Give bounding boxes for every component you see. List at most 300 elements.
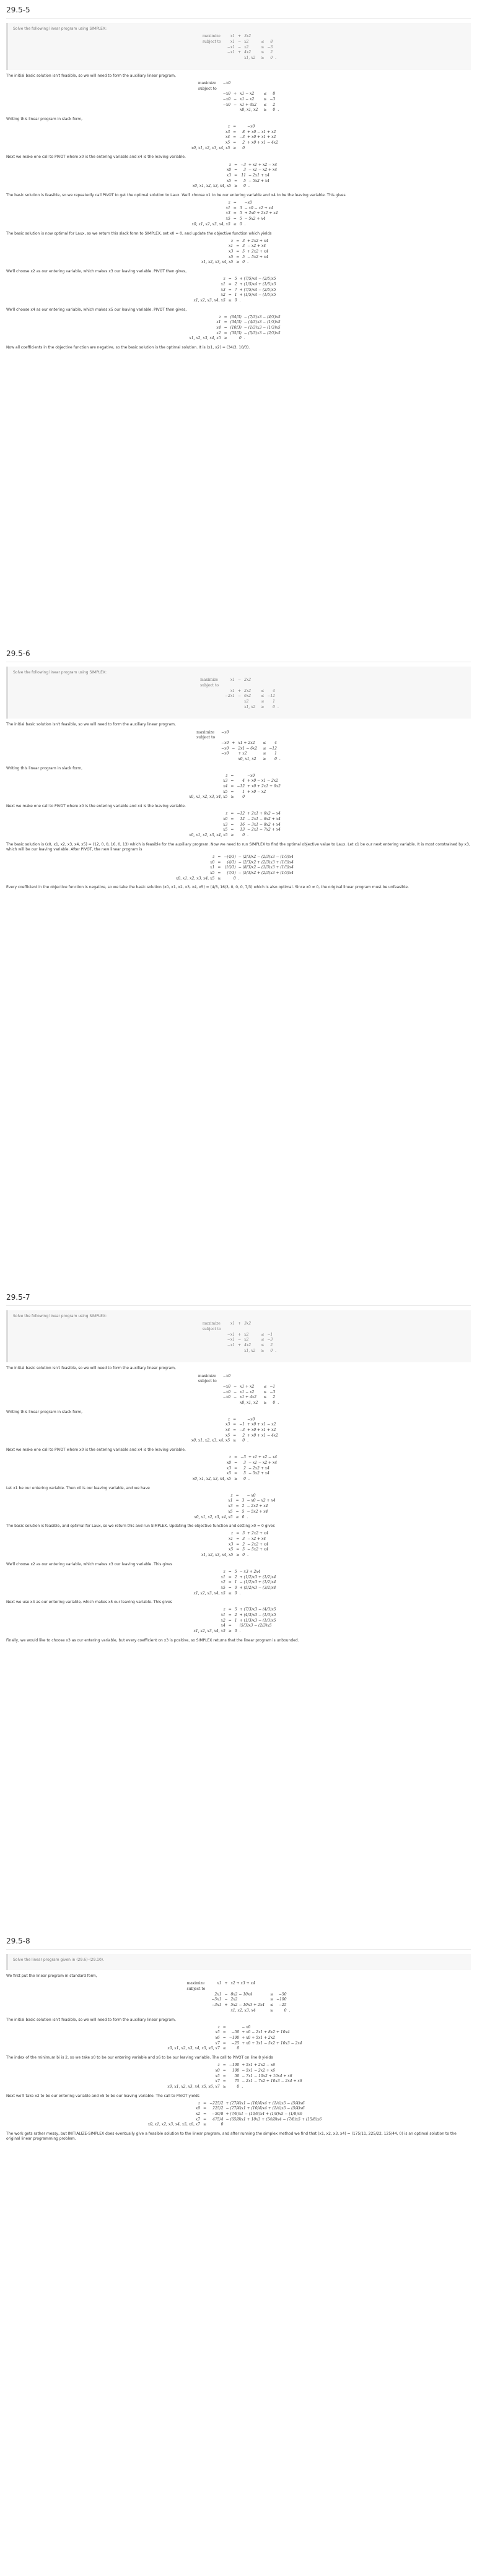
linear-program-cell: −x0 bbox=[221, 746, 229, 751]
linear-program-cell: −x0 bbox=[222, 92, 231, 97]
problem-lp-cell: − bbox=[238, 1338, 242, 1342]
slack-form-cell: . bbox=[244, 222, 246, 227]
slack-form-cell: + 2x2 + x4 bbox=[247, 238, 269, 243]
slack-form-cell bbox=[300, 860, 302, 866]
problem-lp-cell bbox=[201, 1338, 226, 1343]
problem-lp-cell bbox=[201, 45, 226, 51]
problem-lp bbox=[13, 678, 466, 710]
slack-form-cell: = bbox=[203, 2117, 207, 2122]
slack-form-cell: = bbox=[235, 1498, 239, 1503]
slack-form-cell: x5 bbox=[223, 828, 228, 832]
slack-form-row bbox=[188, 779, 289, 784]
slack-form-cell: x2 bbox=[195, 2112, 201, 2117]
problem-lp-cell: 4x2 bbox=[244, 1343, 252, 1348]
problem-lp-cell: −2x1 bbox=[224, 694, 235, 699]
slack-form-cell: = bbox=[228, 282, 232, 287]
linear-program-cell bbox=[275, 1987, 287, 1992]
slack-form-cell bbox=[283, 173, 286, 179]
paragraph: Writing this linear program in slack form, bbox=[6, 116, 83, 121]
linear-program-cell: −x0 bbox=[222, 80, 231, 85]
linear-program-cell bbox=[276, 1379, 280, 1385]
linear-program-cell: −3 bbox=[269, 97, 276, 102]
linear-program-row bbox=[195, 757, 282, 763]
linear-program-row bbox=[197, 1379, 280, 1385]
slack-form-table bbox=[190, 1417, 287, 1444]
linear-program-cell: x0, x1, x2 bbox=[240, 108, 258, 113]
slack-form-cell: − 5x1 − 2x2 + x6 bbox=[242, 2068, 276, 2073]
slack-form bbox=[6, 315, 471, 342]
linear-program-cell bbox=[288, 1992, 292, 1998]
slack-form-cell: x0 bbox=[223, 816, 228, 821]
problem-lp-cell: + bbox=[238, 1321, 242, 1326]
linear-program-cell: maximize bbox=[198, 80, 216, 85]
slack-form-cell: 5 bbox=[243, 1471, 246, 1476]
slack-form-table bbox=[166, 2025, 310, 2052]
problem-lp-cell: subject to bbox=[200, 683, 219, 688]
linear-program-cell: ≤ bbox=[263, 1395, 267, 1400]
linear-program-cell: 8 bbox=[273, 92, 276, 97]
linear-program-row bbox=[195, 735, 282, 741]
linear-program-cell: −50 bbox=[278, 1992, 287, 1997]
slack-form-cell: − 2x1 − 7x2 + x4 bbox=[247, 828, 281, 832]
slack-form-cell: = bbox=[236, 1531, 240, 1536]
slack-form-cell: (4/3) bbox=[227, 860, 236, 865]
slack-form-cell: 0 bbox=[234, 1585, 237, 1590]
slack-form-cell: (35/3) bbox=[230, 331, 242, 335]
slack-form-cell: + x0 + 3x1 − 5x2 + 10x3 − 2x4 bbox=[242, 2041, 302, 2046]
slack-form-cell: x1 bbox=[229, 1537, 234, 1541]
slack-form-cell bbox=[282, 1504, 284, 1510]
linear-program-cell bbox=[276, 81, 280, 87]
linear-program-cell: − bbox=[224, 1992, 228, 1997]
solution-section bbox=[6, 644, 471, 1287]
slack-form-cell: x0, x1, x2, x3, x4, x5 bbox=[189, 795, 228, 800]
linear-program-cell bbox=[232, 1379, 239, 1385]
linear-program-cell bbox=[278, 741, 282, 746]
problem-lp-cell: −x1 bbox=[227, 1338, 235, 1342]
slack-form-cell bbox=[287, 784, 289, 790]
problem-lp-cell: x1 bbox=[230, 688, 235, 693]
linear-program-cell: . bbox=[279, 756, 281, 761]
slack-form-cell: = bbox=[217, 870, 221, 875]
slack-form-cell: = bbox=[228, 1585, 232, 1590]
slack-form-table bbox=[191, 1455, 286, 1482]
slack-form-cell bbox=[287, 326, 289, 331]
linear-program-cell: x1 − x2 bbox=[240, 92, 255, 97]
slack-form-cell bbox=[284, 140, 287, 146]
slack-form-cell: + 2x2 + x4 bbox=[247, 1531, 269, 1536]
problem-lp-cell bbox=[224, 683, 236, 689]
linear-program-cell bbox=[278, 730, 282, 736]
slack-form-cell: ≥ bbox=[203, 2122, 207, 2127]
slack-form-cell: − (1/2)x3 + (1/2)x4 bbox=[239, 1580, 276, 1585]
slack-form-cell: = bbox=[234, 173, 238, 178]
slack-form-cell bbox=[283, 163, 286, 168]
slack-form-cell bbox=[274, 1547, 277, 1553]
slack-form-cell: = bbox=[236, 244, 240, 249]
linear-program-table bbox=[195, 730, 282, 763]
slack-form-cell bbox=[282, 1575, 284, 1581]
linear-program-cell bbox=[210, 2008, 222, 2014]
linear-program-cell bbox=[222, 2008, 229, 2014]
problem-lp-cell bbox=[201, 1333, 226, 1338]
slack-form-cell: = bbox=[235, 1504, 239, 1509]
slack-form-cell bbox=[287, 795, 289, 800]
slack-form-row bbox=[193, 288, 285, 293]
slack-form-cell: x3 bbox=[229, 249, 234, 254]
slack-form-cell: 50 bbox=[234, 2073, 240, 2078]
slack-form-cell: − 2x2 + x4 bbox=[248, 1466, 269, 1471]
problem-lp-cell: x1 bbox=[230, 1321, 235, 1326]
slack-form-cell: 0 bbox=[237, 2084, 240, 2089]
slack-form-cell: = bbox=[228, 1607, 232, 1612]
slack-form-cell bbox=[284, 135, 287, 140]
slack-form-cell: 0 bbox=[239, 222, 242, 227]
problem-lp-cell bbox=[201, 1349, 226, 1354]
linear-program-cell bbox=[232, 108, 239, 113]
slack-form-cell: x3 bbox=[225, 1422, 230, 1427]
slack-form-cell: + x0 − x1 + x2 bbox=[247, 129, 276, 134]
slack-form-cell: − 5x2 + x4 bbox=[247, 254, 269, 259]
slack-form-cell: = bbox=[233, 1428, 237, 1433]
slack-form-cell: 0 bbox=[242, 260, 245, 265]
linear-program-row bbox=[186, 1981, 292, 1987]
slack-form bbox=[6, 163, 471, 189]
slack-form-cell bbox=[287, 823, 289, 828]
slack-form-cell: −x0 bbox=[247, 124, 255, 129]
problem-lp-cell: ≥ bbox=[261, 1348, 265, 1353]
slack-form-cell: . bbox=[238, 876, 240, 881]
slack-form-cell: = bbox=[217, 865, 221, 870]
slack-form-cell: (5/3)x3 − (2/3)x5 bbox=[239, 1623, 272, 1628]
linear-program-cell bbox=[268, 81, 276, 87]
slack-form-cell bbox=[274, 1531, 277, 1537]
slack-form-cell: + x0 + x1 − x2 bbox=[247, 1422, 276, 1427]
slack-form-cell: x3 bbox=[226, 1466, 232, 1471]
problem-lp-cell bbox=[274, 1343, 278, 1349]
slack-form-cell: . bbox=[247, 1553, 248, 1558]
linear-program-cell bbox=[232, 87, 239, 92]
linear-program-cell: x0, x1, x2 bbox=[238, 756, 256, 761]
slack-form-cell: x3 bbox=[223, 822, 228, 827]
slack-form-cell: z bbox=[229, 1455, 232, 1460]
slack-form-cell: x1, x2, x3, x4, x5 bbox=[201, 1553, 234, 1558]
slack-form-cell: 225/2 bbox=[212, 2106, 224, 2111]
slack-form-row bbox=[190, 135, 287, 140]
paragraph: Now all coefficients in the objective function are negative, so the basic solution is the optimal solution. It is (x1, x2) = (34/3, 10/3). bbox=[6, 345, 250, 350]
linear-program-cell bbox=[230, 751, 237, 757]
slack-form-cell: x1, x2, x3, x4, x5 bbox=[201, 260, 234, 265]
slack-form-cell: 0 bbox=[242, 145, 245, 150]
linear-program-cell: 2x1 − 6x2 bbox=[238, 746, 258, 751]
linear-program-row bbox=[197, 1395, 280, 1401]
linear-program-cell: ≥ bbox=[263, 108, 267, 113]
slack-form-row bbox=[193, 1504, 284, 1510]
problem-lp-cell bbox=[199, 689, 224, 694]
slack-form-cell: = bbox=[234, 1460, 238, 1465]
slack-form-row bbox=[147, 2106, 330, 2112]
problem-lp-cell: x1, x2 bbox=[244, 1348, 256, 1353]
slack-form-cell: 0 bbox=[243, 184, 246, 189]
slack-form-row bbox=[191, 179, 286, 184]
slack-form-cell: = bbox=[230, 779, 234, 784]
slack-form-cell bbox=[274, 1542, 277, 1548]
slack-form-cell: + x0 + x1 + x2 bbox=[247, 135, 276, 140]
problem-lp-cell: ≤ bbox=[261, 1332, 265, 1337]
linear-program-cell bbox=[276, 1390, 280, 1396]
problem-lp-cell: 2 bbox=[270, 1343, 273, 1348]
slack-form-table bbox=[193, 1493, 284, 1520]
problem-lp-row bbox=[201, 1321, 278, 1327]
slack-form-cell: x5 bbox=[225, 217, 230, 222]
linear-program-cell bbox=[239, 87, 259, 92]
linear-program-cell bbox=[276, 87, 280, 92]
slack-form-cell: −50/8 bbox=[211, 2112, 224, 2117]
linear-program-table bbox=[197, 81, 280, 113]
slack-form-row bbox=[193, 1570, 285, 1575]
slack-form-cell: − x2 + x4 bbox=[247, 244, 266, 249]
slack-form-cell: ≥ bbox=[222, 2084, 226, 2089]
slack-form-row bbox=[200, 1537, 277, 1542]
problem-lp-cell bbox=[201, 56, 226, 61]
slack-form-cell: x5 bbox=[225, 1433, 230, 1438]
slack-form-cell: + x0 − x2 bbox=[247, 789, 266, 794]
problem-text: Solve the following linear program using SIMPLEX: bbox=[13, 1314, 107, 1319]
slack-form-cell: 5 bbox=[242, 249, 245, 254]
paragraph: The initial basic solution isn't feasible, so we will need to form the auxiliary linear program, bbox=[6, 1366, 176, 1371]
slack-form-row bbox=[191, 1471, 286, 1477]
problem-lp-row bbox=[201, 56, 278, 61]
slack-form-cell bbox=[284, 1433, 287, 1439]
problem-lp bbox=[13, 1321, 466, 1354]
slack-form-cell: + 2x0 + 2x2 + x4 bbox=[244, 211, 278, 216]
slack-form-cell: ≥ bbox=[235, 1515, 239, 1519]
slack-form-table bbox=[147, 2101, 330, 2128]
problem-lp-cell: − bbox=[238, 678, 242, 683]
linear-program-cell bbox=[222, 87, 232, 92]
linear-program-row bbox=[197, 1374, 280, 1380]
slack-form-cell: 5 bbox=[239, 211, 242, 216]
slack-form-row bbox=[188, 828, 289, 833]
slack-form-cell: x0 bbox=[226, 1460, 232, 1465]
problem-lp-cell: −x1 bbox=[227, 1343, 235, 1348]
slack-form-cell bbox=[274, 239, 277, 244]
slack-form-cell: (7/3) bbox=[227, 870, 236, 875]
problem-lp-table bbox=[201, 34, 278, 61]
slack-form-cell: . bbox=[248, 184, 250, 189]
slack-form-cell: = bbox=[233, 201, 237, 205]
slack-form-table bbox=[188, 774, 289, 800]
slack-form-cell bbox=[224, 2122, 323, 2128]
slack-form-row bbox=[147, 2122, 330, 2128]
slack-form-row bbox=[188, 326, 289, 331]
slack-form-cell: − (5/3)x3 − (2/3)x5 bbox=[243, 331, 281, 335]
slack-form-cell bbox=[282, 1580, 284, 1586]
slack-form-cell: = bbox=[222, 2041, 226, 2046]
linear-program-cell: subject to bbox=[198, 86, 217, 91]
slack-form-cell: − 2x1 + x4 bbox=[248, 173, 269, 178]
slack-form-cell: ≥ bbox=[228, 298, 232, 303]
linear-program-row bbox=[195, 751, 282, 757]
slack-form-cell bbox=[287, 320, 289, 326]
slack-form-row bbox=[193, 1580, 285, 1586]
slack-form-cell bbox=[287, 833, 289, 839]
slack-form-row bbox=[200, 239, 277, 244]
problem-lp-cell bbox=[199, 705, 224, 711]
slack-form-cell: 1 bbox=[234, 1580, 237, 1585]
linear-program-cell bbox=[268, 1374, 276, 1380]
slack-form bbox=[6, 201, 471, 227]
slack-form-cell: −1 bbox=[239, 1422, 245, 1427]
problem-lp-cell: −3 bbox=[267, 1338, 273, 1342]
linear-program-cell bbox=[261, 87, 268, 92]
slack-form-row bbox=[193, 1629, 285, 1635]
slack-form-row bbox=[166, 2074, 310, 2080]
slack-form-cell: + (1/5)x4 + (1/5)x5 bbox=[239, 282, 276, 287]
linear-program-cell bbox=[197, 97, 222, 103]
slack-form-cell: x2 bbox=[216, 331, 221, 335]
slack-form-cell: ≥ bbox=[234, 1477, 238, 1481]
paragraph: The basic solution is feasible, so we repeatedly call PIVOT to get the optimal solution to Laux. We'll choose x1 to be our entering variable and x4 to be the leaving variable. This gives bbox=[6, 193, 346, 197]
slack-form-row bbox=[200, 255, 277, 261]
linear-program-cell: −x0 bbox=[222, 97, 231, 102]
slack-form-cell: −3 bbox=[239, 1428, 245, 1433]
slack-form-cell: z bbox=[219, 314, 221, 319]
slack-form-cell: x5 bbox=[229, 1547, 234, 1552]
slack-form-cell: = bbox=[203, 2101, 207, 2106]
slack-form-cell: x3 bbox=[226, 173, 232, 178]
slack-form-cell: x0, x1, x2, x3, x4, x5 bbox=[192, 184, 232, 189]
linear-program-row bbox=[197, 97, 280, 103]
slack-form-cell bbox=[284, 206, 287, 212]
problem-lp-cell bbox=[224, 699, 236, 705]
slack-form-cell: = bbox=[233, 135, 237, 140]
problem-lp-row bbox=[201, 40, 278, 45]
slack-form-cell bbox=[300, 876, 302, 882]
slack-form-cell: ≥ bbox=[234, 184, 238, 189]
slack-form-cell: x1 bbox=[229, 244, 234, 249]
slack-form-cell: − (2/3)x2 + (2/3)x3 + (1/3)x4 bbox=[238, 860, 294, 865]
linear-program-cell bbox=[278, 746, 282, 752]
slack-form-cell: −12 bbox=[237, 811, 245, 816]
linear-program-cell bbox=[232, 1401, 239, 1406]
slack-form-cell: x0, x1, x2, x3, x4, x5 bbox=[194, 1515, 233, 1519]
linear-program-cell: ≤ bbox=[263, 97, 267, 102]
slack-form-cell: 5 bbox=[242, 1547, 245, 1552]
slack-form-cell: −12 bbox=[237, 784, 245, 789]
problem-lp-cell: x1 bbox=[230, 678, 235, 683]
slack-form-table bbox=[200, 239, 277, 266]
slack-form-row bbox=[166, 2036, 310, 2041]
slack-form-cell: x2 bbox=[221, 1580, 225, 1585]
slack-form-cell: − x0 − x2 + x4 bbox=[244, 205, 273, 210]
slack-form-cell: = bbox=[236, 1537, 240, 1541]
slack-form bbox=[6, 1493, 471, 1520]
slack-form-cell: − 2x1 − 6x2 + x4 bbox=[247, 816, 281, 821]
problem-lp-row bbox=[201, 1333, 278, 1338]
paragraph: Next we make one call to PIVOT where x0 is the entering variable and x4 is the leaving variable. bbox=[6, 804, 186, 809]
problem-statement bbox=[6, 667, 471, 719]
slack-form-row bbox=[188, 817, 289, 823]
problem-lp-cell: 2x2 bbox=[244, 688, 252, 693]
linear-program-cell: + bbox=[224, 2003, 228, 2008]
linear-program-cell bbox=[276, 1385, 280, 1390]
problem-lp-cell bbox=[243, 683, 256, 689]
slack-form-cell: 1 bbox=[234, 293, 237, 298]
problem-lp-table bbox=[199, 678, 280, 710]
slack-form-cell bbox=[283, 1477, 286, 1482]
slack-form-cell bbox=[282, 1570, 284, 1575]
linear-program-cell: − bbox=[232, 746, 235, 751]
problem-lp-row bbox=[201, 1343, 278, 1349]
problem-lp-cell: maximize bbox=[202, 34, 221, 39]
slack-form-cell bbox=[283, 184, 286, 189]
problem-lp-cell bbox=[274, 34, 278, 40]
slack-form-table bbox=[175, 855, 302, 881]
slack-form-cell: ≥ bbox=[222, 2046, 226, 2051]
linear-program-row bbox=[197, 87, 280, 92]
slack-form-cell bbox=[309, 2030, 311, 2036]
problem-lp-row bbox=[201, 1327, 278, 1333]
linear-program-cell: −100 bbox=[276, 1997, 287, 2002]
slack-form-cell: x7 bbox=[215, 2079, 220, 2084]
slack-form-cell: = bbox=[230, 773, 234, 778]
slack-form-table bbox=[193, 277, 285, 303]
slack-form-cell: ≥ bbox=[233, 222, 237, 227]
linear-program-cell: −1 bbox=[269, 1384, 276, 1389]
slack-form-cell bbox=[282, 1510, 284, 1515]
slack-form-row bbox=[166, 2063, 310, 2068]
problem-lp-cell: −3 bbox=[267, 45, 273, 50]
slack-form bbox=[6, 1607, 471, 1634]
slack-form-cell bbox=[282, 1607, 284, 1613]
linear-program-cell: ≥ bbox=[270, 2008, 274, 2013]
linear-program-cell: + bbox=[232, 740, 235, 745]
slack-form-cell: = bbox=[217, 854, 221, 859]
slack-form-cell: x3 bbox=[225, 211, 230, 216]
linear-program-cell bbox=[197, 1395, 222, 1401]
problem-lp-cell: x1 bbox=[230, 34, 235, 39]
slack-form-cell bbox=[283, 179, 286, 184]
slack-form-cell: = bbox=[228, 287, 232, 292]
linear-program-cell bbox=[261, 81, 268, 87]
linear-program-cell bbox=[230, 730, 237, 736]
slack-form-cell: x5 bbox=[223, 789, 228, 794]
linear-program-cell: 4 bbox=[274, 740, 277, 745]
section-title: 29.5-5 bbox=[6, 0, 471, 19]
slack-form-cell bbox=[284, 222, 287, 228]
slack-form-cell: + (4/3)x3 − (1/3)x5 bbox=[239, 1613, 276, 1618]
slack-form-row bbox=[191, 163, 286, 168]
linear-program-cell bbox=[261, 1379, 268, 1385]
problem-lp-cell: − bbox=[238, 45, 242, 50]
slack-form-table bbox=[193, 1570, 285, 1596]
slack-form-row bbox=[193, 1586, 285, 1591]
slack-form-cell: = bbox=[234, 1455, 238, 1460]
linear-program-cell bbox=[237, 735, 258, 741]
slack-form-cell bbox=[282, 1629, 284, 1635]
problem-lp-cell: 8 bbox=[270, 39, 273, 44]
slack-form-cell: − 7x1 − 10x2 + 10x4 + x6 bbox=[242, 2073, 292, 2078]
slack-form-cell: − (2/3)x2 − (2/3)x3 − (1/3)x4 bbox=[238, 854, 294, 859]
linear-program-cell: ≤ bbox=[263, 751, 266, 756]
slack-form-row bbox=[191, 1461, 286, 1466]
slack-form-row bbox=[166, 2085, 310, 2090]
problem-lp-row bbox=[199, 678, 280, 683]
slack-form-cell: −x0 bbox=[244, 201, 252, 205]
slack-form-cell bbox=[282, 293, 284, 298]
problem-lp-cell: ≤ bbox=[261, 699, 265, 704]
